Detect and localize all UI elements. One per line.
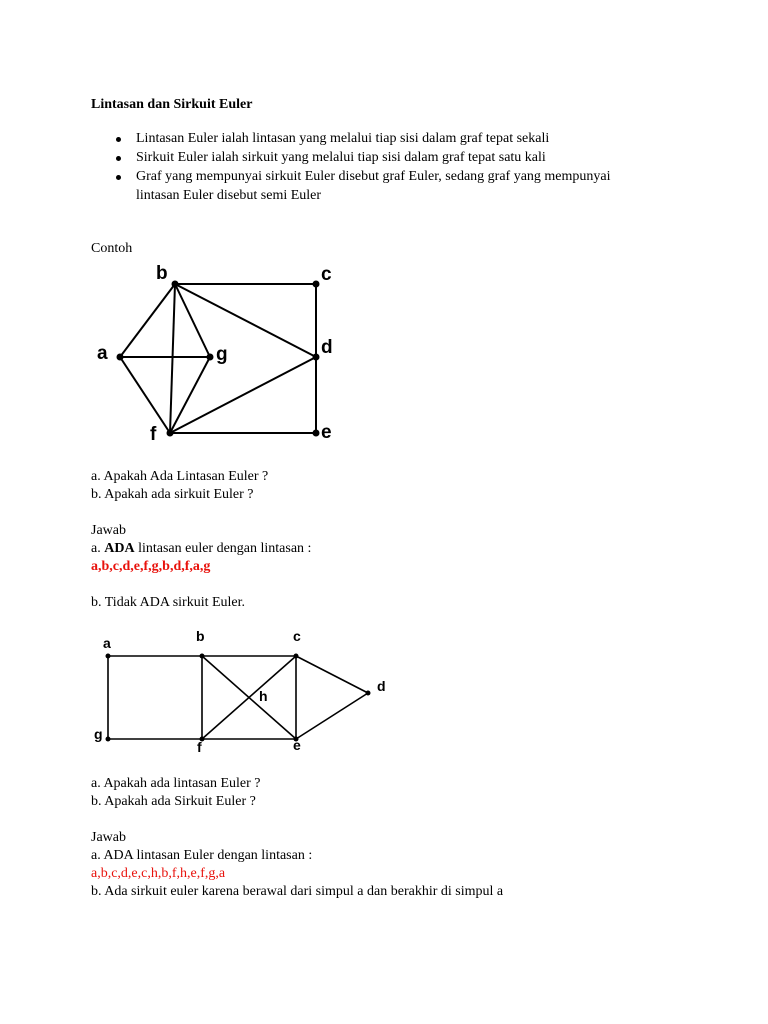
label-b: b <box>196 628 205 644</box>
label-a: a <box>97 343 108 364</box>
bullet-text: Lintasan Euler ialah lintasan yang melalui tiap sisi dalam graf tepat sekali <box>136 131 550 146</box>
question-2b: b. Apakah ada Sirkuit Euler ? <box>91 794 256 809</box>
bullet-text: lintasan Euler disebut semi Euler <box>136 188 322 203</box>
label-g: g <box>216 344 228 365</box>
question-1b: b. Apakah ada sirkuit Euler ? <box>91 487 254 502</box>
label-c: c <box>293 628 301 644</box>
answer-label-2: Jawab <box>91 830 126 845</box>
label-g: g <box>94 726 103 742</box>
label-h: h <box>259 688 268 704</box>
label-e: e <box>293 737 301 753</box>
node-a <box>106 654 111 659</box>
page-title: Lintasan dan Sirkuit Euler <box>91 97 253 112</box>
answer-2a-path: a,b,c,d,e,c,h,b,f,h,e,f,g,a <box>91 866 226 881</box>
label-d: d <box>321 337 333 358</box>
answer-bold: ADA <box>104 541 135 556</box>
label-a: a <box>103 635 111 651</box>
answer-label-1: Jawab <box>91 523 126 538</box>
answer-prefix: a. <box>91 541 105 556</box>
question-1a: a. Apakah Ada Lintasan Euler ? <box>91 469 269 484</box>
bullet-text: Graf yang mempunyai sirkuit Euler disebut graf Euler, sedang graf yang mempunyai <box>136 169 611 184</box>
label-d: d <box>377 678 386 694</box>
label-e: e <box>321 422 332 443</box>
edge-e-d <box>296 693 368 739</box>
question-2a: a. Apakah ada lintasan Euler ? <box>91 776 261 791</box>
edge-c-d <box>296 656 368 693</box>
label-c: c <box>321 264 332 285</box>
example-label: Contoh <box>91 241 133 256</box>
answer-1b: b. Tidak ADA sirkuit Euler. <box>91 595 246 610</box>
node-b <box>200 654 205 659</box>
answer-2b: b. Ada sirkuit euler karena berawal dari simpul a dan berakhir di simpul a <box>91 884 504 899</box>
answer-1a-path: a,b,c,d,e,f,g,b,d,f,a,g <box>91 559 211 574</box>
node-c <box>294 654 299 659</box>
label-b: b <box>156 263 168 284</box>
answer-2a: a. ADA lintasan Euler dengan lintasan : <box>91 848 313 863</box>
label-f: f <box>197 739 202 755</box>
bullet-text: Sirkuit Euler ialah sirkuit yang melalui tiap sisi dalam graf tepat satu kali <box>136 150 546 165</box>
node-d <box>366 691 371 696</box>
node-g <box>106 737 111 742</box>
label-f: f <box>150 424 157 445</box>
answer-rest: lintasan euler dengan lintasan : <box>134 541 312 556</box>
